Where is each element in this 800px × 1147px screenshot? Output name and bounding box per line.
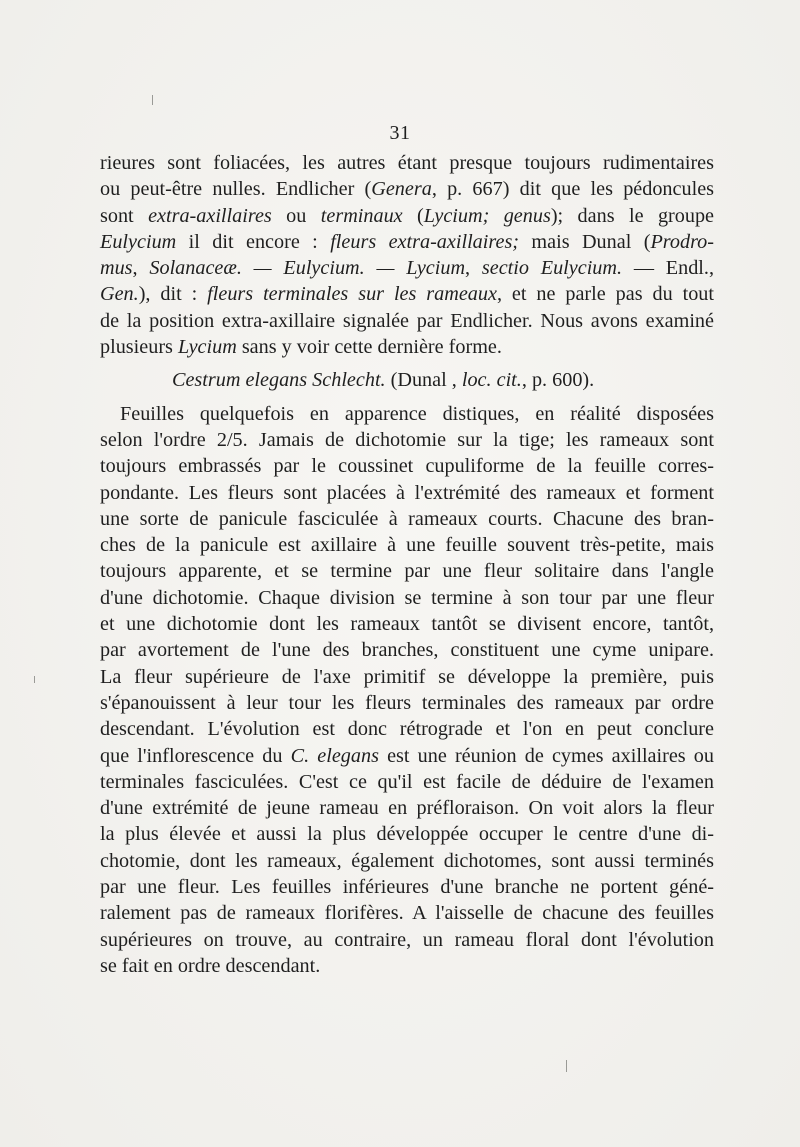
text-run: chotomie, dont les rameaux, également dichotomes, sont aussi terminés bbox=[100, 849, 714, 872]
text-run: terminales fasciculées. C'est ce qu'il est facile de déduire de l'examen bbox=[100, 770, 714, 793]
text-run: ); dans le groupe bbox=[550, 204, 714, 227]
text-run: la plus élevée et aussi la plus développée occuper le centre d'une di- bbox=[100, 823, 714, 846]
text-line bbox=[100, 874, 714, 900]
text-run: par une fleur. Les feuilles inférieures d'une branche ne portent géné- bbox=[100, 876, 714, 899]
italic-text: Prodro- bbox=[650, 230, 714, 253]
text-run: ( bbox=[402, 204, 424, 227]
text-line bbox=[100, 927, 714, 953]
text-run: supérieures on trouve, au contraire, un rameau floral dont l'évolution bbox=[100, 928, 714, 951]
text-run: toujours embrassés par le coussinet cupuliforme de la feuille corres- bbox=[100, 455, 714, 478]
text-line bbox=[100, 150, 714, 176]
text-run: La fleur supérieure de l'axe primitif se développe la première, puis bbox=[100, 665, 714, 688]
text-run: , p. 600). bbox=[521, 369, 595, 392]
text-line bbox=[100, 690, 714, 716]
italic-text: fleurs extra-axillaires; bbox=[330, 230, 520, 253]
text-run: , p. 667) dit que les pédoncules bbox=[431, 178, 715, 201]
text-run: est une réunion de cymes axillaires ou bbox=[378, 744, 714, 767]
italic-text: sectio Eulycium. bbox=[481, 257, 623, 280]
text-run: pondante. Les fleurs sont placées à l'extrémité des rameaux et forment bbox=[100, 481, 714, 504]
italic-text: extra-axillaires bbox=[148, 204, 272, 227]
text-run: descendant. L'évolution est donc rétrograde et l'on en peut conclure bbox=[100, 718, 714, 741]
italic-text: Lycium; genus bbox=[423, 204, 551, 227]
text-run: de la position extra-axillaire signalée par Endlicher. Nous avons examiné bbox=[100, 309, 714, 332]
text-line bbox=[100, 308, 714, 334]
text-run: d'une dichotomie. Chaque division se termine à son tour par une fleur bbox=[100, 586, 714, 609]
text-line bbox=[100, 401, 714, 427]
italic-text: C. elegans bbox=[290, 744, 379, 767]
text-line bbox=[100, 769, 714, 795]
text-run: sans y voir cette dernière forme. bbox=[236, 336, 502, 359]
scan-mark bbox=[34, 676, 35, 683]
text-run: toujours apparente, et se termine par une fleur solitaire dans l'angle bbox=[100, 560, 714, 583]
italic-text: fleurs terminales sur les rameaux bbox=[207, 283, 497, 306]
italic-text: Cestrum elegans Schlecht. bbox=[172, 369, 386, 392]
text-run: mais Dunal ( bbox=[519, 230, 651, 253]
text-run: que l'inflorescence du bbox=[100, 744, 291, 767]
text-line bbox=[100, 176, 714, 202]
text-line bbox=[100, 427, 714, 453]
text-run: d'une extrémité de jeune rameau en préfloraison. On voit alors la fleur bbox=[100, 797, 714, 820]
text-line bbox=[100, 255, 714, 281]
italic-text: Solanaceæ. — Eulycium. — Lycium bbox=[149, 257, 466, 280]
text-run: ralement pas de rameaux florifères. A l'aisselle de chacune des feuilles bbox=[100, 902, 714, 925]
text-line bbox=[100, 334, 714, 360]
text-run: , bbox=[132, 257, 150, 280]
text-line bbox=[100, 716, 714, 742]
text-run: , et ne parle pas du tout bbox=[496, 283, 714, 306]
italic-text: Eulycium bbox=[100, 230, 177, 253]
text-run: ches de la panicule est axillaire à une feuille souvent très-petite, mais bbox=[100, 534, 714, 557]
italic-text: loc. cit. bbox=[461, 369, 522, 392]
scan-mark bbox=[566, 1060, 567, 1072]
italic-text: terminaux bbox=[320, 204, 403, 227]
text-line bbox=[100, 795, 714, 821]
text-run: sont bbox=[100, 204, 149, 227]
page-number: 31 bbox=[389, 122, 411, 144]
text-line bbox=[100, 229, 714, 255]
italic-text: Gen. bbox=[100, 283, 139, 306]
text-run: (Dunal , bbox=[385, 369, 462, 392]
text-run: selon l'ordre 2/5. Jamais de dichotomie sur la tige; les rameaux sont bbox=[100, 428, 714, 451]
text-run: Feuilles quelquefois en apparence distiques, en réalité disposées bbox=[120, 402, 714, 425]
text-run: ou bbox=[271, 204, 321, 227]
text-line bbox=[100, 532, 714, 558]
italic-text: Lycium bbox=[177, 336, 237, 359]
text-line bbox=[100, 480, 714, 506]
text-line bbox=[100, 848, 714, 874]
text-line bbox=[100, 585, 714, 611]
text-line bbox=[100, 821, 714, 847]
text-line bbox=[100, 611, 714, 637]
text-run: se fait en ordre descendant. bbox=[100, 954, 321, 977]
text-line bbox=[100, 664, 714, 690]
text-run: ou peut-être nulles. Endlicher ( bbox=[100, 178, 372, 201]
section-heading bbox=[100, 367, 714, 393]
text-run: ), dit : bbox=[138, 283, 208, 306]
text-run: et une dichotomie dont les rameaux tantôt se divisent encore, tantôt, bbox=[100, 613, 714, 636]
text-run: rieures sont foliacées, les autres étant presque toujours rudimentaires bbox=[100, 152, 714, 174]
scan-mark bbox=[152, 95, 153, 105]
text-run: s'épanouissent à leur tour les fleurs terminales des rameaux par ordre bbox=[100, 691, 714, 714]
text-line bbox=[100, 506, 714, 532]
text-line bbox=[100, 637, 714, 663]
text-run: — Endl., bbox=[622, 257, 715, 280]
text-run: il dit encore : bbox=[176, 230, 331, 253]
text-line bbox=[100, 900, 714, 926]
text-line bbox=[100, 453, 714, 479]
italic-text: mus bbox=[100, 257, 133, 280]
text-body bbox=[100, 150, 714, 979]
text-line bbox=[100, 281, 714, 307]
text-run: plusieurs bbox=[100, 336, 178, 359]
text-line bbox=[100, 953, 714, 979]
text-line bbox=[100, 558, 714, 584]
text-line bbox=[100, 203, 714, 229]
italic-text: Genera bbox=[371, 178, 432, 201]
text-run: par avortement de l'une des branches, constituent une cyme unipare. bbox=[100, 639, 714, 662]
text-line bbox=[100, 743, 714, 769]
text-run: une sorte de panicule fasciculée à rameaux courts. Chacune des bran- bbox=[100, 507, 714, 530]
text-run: , bbox=[465, 257, 482, 280]
